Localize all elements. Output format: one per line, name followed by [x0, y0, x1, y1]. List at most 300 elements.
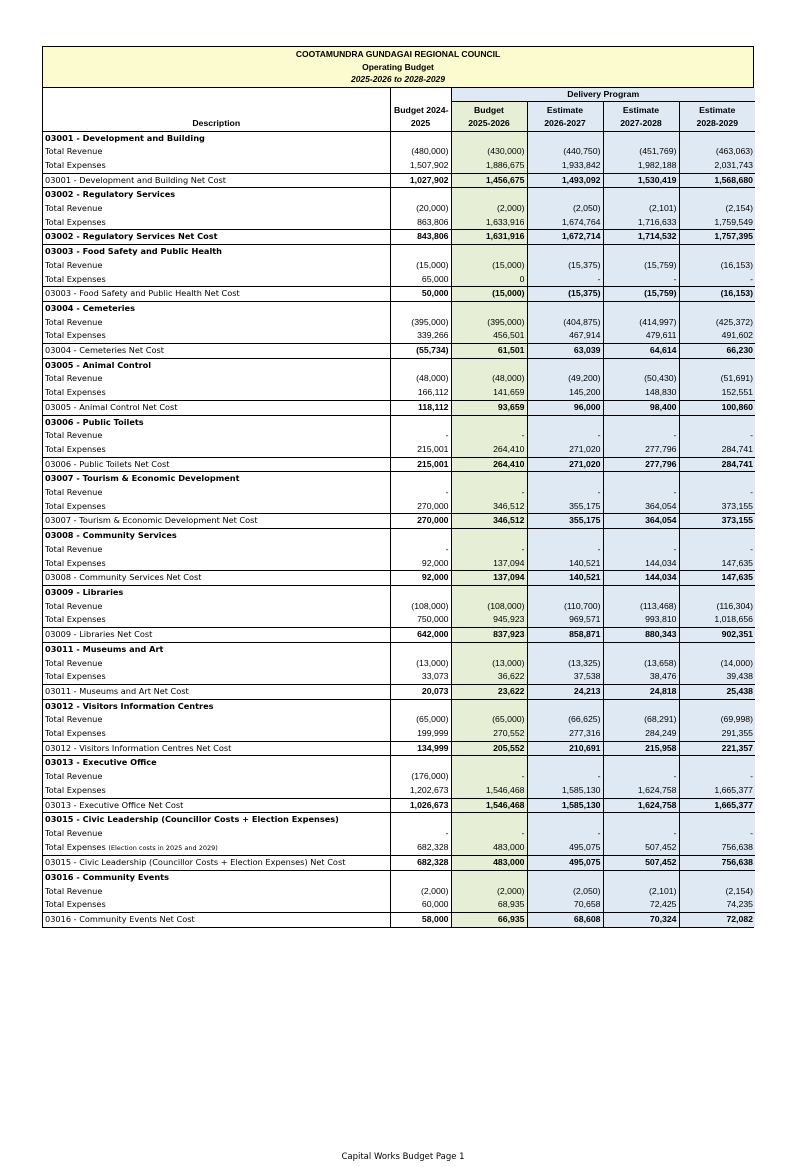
row-label: [43, 273, 390, 287]
value-cell: 152,551: [679, 386, 755, 400]
value-cell: 1,585,130: [527, 784, 603, 798]
value-cell: 1,759,549: [679, 216, 755, 230]
value-cell: 507,452: [603, 841, 679, 856]
net-cost-value: 1,714,532: [603, 230, 679, 245]
net-cost-value: 66,230: [679, 344, 755, 359]
section-heading-row: [43, 245, 755, 259]
value-cell: (15,000): [451, 259, 527, 273]
empty-cell: [603, 871, 679, 885]
value-cell: 284,741: [679, 443, 755, 457]
value-cell: 141,659: [451, 386, 527, 400]
value-cell: 1,982,188: [603, 159, 679, 173]
empty-cell: [603, 131, 679, 145]
net-cost-row: [43, 741, 755, 756]
value-cell: 291,355: [679, 727, 755, 741]
section-heading-row: [43, 586, 755, 600]
section-heading-row: [43, 358, 755, 372]
empty-cell: [390, 586, 451, 600]
value-cell: 1,933,842: [527, 159, 603, 173]
value-cell: 373,155: [679, 500, 755, 514]
empty-cell: [603, 301, 679, 315]
row-label: [43, 386, 390, 400]
row-label: [43, 827, 390, 841]
row-label: [43, 316, 390, 330]
net-cost-value: 1,530,419: [603, 173, 679, 188]
net-cost-row: [43, 913, 755, 927]
value-cell: 72,425: [603, 898, 679, 912]
row-label: [43, 898, 390, 912]
value-cell: 969,571: [527, 613, 603, 627]
row-label: [43, 543, 390, 557]
value-cell: 1,018,656: [679, 613, 755, 627]
row-label-text: Total Revenue: [45, 146, 103, 157]
section-heading-row: [43, 529, 755, 543]
value-cell: -: [527, 273, 603, 287]
net-cost-value: 100,860: [679, 400, 755, 415]
empty-cell: [527, 472, 603, 486]
value-cell: 37,538: [527, 670, 603, 684]
empty-cell: [527, 188, 603, 202]
net-cost-label: 03007 - Tourism & Economic Development Net Cost: [43, 514, 390, 529]
value-cell: -: [451, 429, 527, 443]
value-cell: 68,935: [451, 898, 527, 912]
budget-period: 2025-2026 to 2028-2029: [350, 74, 446, 84]
net-cost-row: [43, 344, 755, 359]
row-label: [43, 216, 390, 230]
table-row: [43, 770, 755, 784]
budget-type: Operating Budget: [362, 61, 434, 72]
net-cost-value: 507,452: [603, 856, 679, 871]
table-row: [43, 543, 755, 557]
col-header-budget-2025: Budget 2025-2026: [451, 101, 527, 131]
council-name: COOTAMUNDRA GUNDAGAI REGIONAL COUNCIL: [295, 49, 501, 59]
net-cost-label: 03011 - Museums and Art Net Cost: [43, 684, 390, 699]
net-cost-value: 1,027,902: [390, 173, 451, 188]
value-cell: (2,000): [451, 885, 527, 899]
empty-cell: [390, 301, 451, 315]
value-cell: 145,200: [527, 386, 603, 400]
empty-cell: [603, 529, 679, 543]
empty-cell: [527, 586, 603, 600]
empty-cell: [679, 756, 755, 770]
row-label: [43, 329, 390, 343]
row-label-text: Total Expenses: [45, 899, 106, 910]
value-cell: -: [679, 273, 755, 287]
section-heading: 03005 - Animal Control: [43, 358, 390, 372]
empty-cell: [679, 131, 755, 145]
value-cell: (50,430): [603, 372, 679, 386]
value-cell: -: [451, 543, 527, 557]
net-cost-value: 1,757,395: [679, 230, 755, 245]
value-cell: -: [603, 486, 679, 500]
value-cell: (480,000): [390, 145, 451, 159]
net-cost-value: 140,521: [527, 571, 603, 586]
value-cell: (13,325): [527, 657, 603, 671]
empty-cell: [679, 586, 755, 600]
value-cell: -: [390, 486, 451, 500]
row-label: [43, 259, 390, 273]
empty-cell: [527, 642, 603, 656]
net-cost-label: 03015 - Civic Leadership (Councillor Costs + Election Expenses) Net Cost: [43, 856, 390, 871]
table-row: [43, 145, 755, 159]
net-cost-value: 63,039: [527, 344, 603, 359]
net-cost-label: 03001 - Development and Building Net Cost: [43, 173, 390, 188]
net-cost-value: 221,357: [679, 741, 755, 756]
table-row: [43, 486, 755, 500]
net-cost-label: 03008 - Community Services Net Cost: [43, 571, 390, 586]
net-cost-row: [43, 230, 755, 245]
value-cell: 60,000: [390, 898, 451, 912]
value-cell: 140,521: [527, 557, 603, 571]
net-cost-label: 03003 - Food Safety and Public Health Net Cost: [43, 287, 390, 302]
value-cell: 1,202,673: [390, 784, 451, 798]
section-heading-row: [43, 756, 755, 770]
empty-cell: [603, 642, 679, 656]
table-row: [43, 784, 755, 798]
net-cost-value: 25,438: [679, 684, 755, 699]
net-cost-value: 880,343: [603, 628, 679, 643]
row-label-text: Total Expenses: [45, 614, 106, 625]
empty-cell: [390, 131, 451, 145]
row-label: [43, 841, 390, 856]
table-row: [43, 841, 755, 856]
row-label-text: Total Expenses: [45, 216, 106, 227]
empty-cell: [451, 301, 527, 315]
value-cell: (68,291): [603, 713, 679, 727]
net-cost-value: 1,546,468: [451, 798, 527, 813]
value-cell: -: [679, 543, 755, 557]
net-cost-value: 1,672,714: [527, 230, 603, 245]
value-cell: 682,328: [390, 841, 451, 856]
net-cost-value: 1,493,092: [527, 173, 603, 188]
net-cost-label: 03009 - Libraries Net Cost: [43, 628, 390, 643]
net-cost-value: 1,585,130: [527, 798, 603, 813]
table-row: [43, 259, 755, 273]
section-heading-row: [43, 642, 755, 656]
value-cell: (2,000): [451, 202, 527, 216]
value-cell: 1,624,758: [603, 784, 679, 798]
section-heading: 03016 - Community Events: [43, 871, 390, 885]
value-cell: (176,000): [390, 770, 451, 784]
table-row: [43, 443, 755, 457]
net-cost-value: 118,112: [390, 400, 451, 415]
net-cost-value: 215,001: [390, 457, 451, 472]
value-cell: (404,875): [527, 316, 603, 330]
table-row: [43, 670, 755, 684]
value-cell: (15,759): [603, 259, 679, 273]
value-cell: 483,000: [451, 841, 527, 856]
empty-cell: [451, 358, 527, 372]
value-cell: 945,923: [451, 613, 527, 627]
value-cell: (2,101): [603, 202, 679, 216]
value-cell: -: [527, 827, 603, 841]
empty-cell: [527, 756, 603, 770]
section-heading-row: [43, 813, 755, 827]
empty-cell: [390, 529, 451, 543]
net-cost-value: 98,400: [603, 400, 679, 415]
row-label: [43, 613, 390, 627]
net-cost-label: 03002 - Regulatory Services Net Cost: [43, 230, 390, 245]
value-cell: 277,796: [603, 443, 679, 457]
net-cost-value: (15,000): [451, 287, 527, 302]
net-cost-value: (15,759): [603, 287, 679, 302]
value-cell: -: [451, 827, 527, 841]
section-heading: 03015 - Civic Leadership (Councillor Costs + Election Expenses): [43, 813, 390, 827]
value-cell: -: [679, 429, 755, 443]
col-header-estimate-2028: Estimate 2028-2029: [679, 101, 755, 131]
table-row: [43, 159, 755, 173]
empty-cell: [451, 245, 527, 259]
net-cost-row: [43, 287, 755, 302]
net-cost-label: 03012 - Visitors Information Centres Net Cost: [43, 741, 390, 756]
section-heading-row: [43, 472, 755, 486]
section-heading-row: [43, 188, 755, 202]
table-row: [43, 713, 755, 727]
row-label-text: Total Revenue: [45, 543, 103, 554]
row-label: [43, 159, 390, 173]
net-cost-value: 58,000: [390, 913, 451, 927]
value-cell: -: [527, 429, 603, 443]
empty-cell: [679, 871, 755, 885]
value-cell: (2,050): [527, 885, 603, 899]
net-cost-value: 24,213: [527, 684, 603, 699]
section-heading: 03008 - Community Services: [43, 529, 390, 543]
value-cell: -: [390, 543, 451, 557]
empty-cell: [451, 871, 527, 885]
net-cost-value: 1,665,377: [679, 798, 755, 813]
row-label-text: Total Expenses: [45, 443, 106, 454]
value-cell: -: [679, 486, 755, 500]
table-row: [43, 613, 755, 627]
value-cell: 1,716,633: [603, 216, 679, 230]
value-cell: (13,000): [390, 657, 451, 671]
empty-cell: [603, 813, 679, 827]
empty-cell: [390, 642, 451, 656]
net-cost-row: [43, 628, 755, 643]
net-cost-row: [43, 571, 755, 586]
net-cost-value: 134,999: [390, 741, 451, 756]
net-cost-label: 03006 - Public Toilets Net Cost: [43, 457, 390, 472]
table-row: [43, 429, 755, 443]
value-cell: 495,075: [527, 841, 603, 856]
row-label-text: Total Expenses: [45, 387, 106, 398]
empty-cell: [451, 415, 527, 429]
net-cost-value: 205,552: [451, 741, 527, 756]
net-cost-row: [43, 457, 755, 472]
value-cell: (65,000): [390, 713, 451, 727]
value-cell: 339,266: [390, 329, 451, 343]
value-cell: 74,235: [679, 898, 755, 912]
value-cell: 33,073: [390, 670, 451, 684]
value-cell: -: [527, 486, 603, 500]
value-cell: 479,611: [603, 329, 679, 343]
row-label-text: Total Revenue: [45, 600, 103, 611]
table-row: [43, 372, 755, 386]
row-label-text: Total Expenses: [45, 841, 106, 852]
col-header-budget-2024: Budget 2024- 2025: [390, 101, 451, 131]
value-cell: (13,000): [451, 657, 527, 671]
section-heading: 03012 - Visitors Information Centres: [43, 699, 390, 713]
value-cell: (69,998): [679, 713, 755, 727]
value-cell: 993,810: [603, 613, 679, 627]
row-label-text: Total Expenses: [45, 273, 106, 284]
table-row: [43, 727, 755, 741]
empty-cell: [679, 415, 755, 429]
net-cost-value: 24,818: [603, 684, 679, 699]
empty-cell: [679, 188, 755, 202]
section-heading-row: [43, 699, 755, 713]
empty-cell: [390, 188, 451, 202]
empty-cell: [390, 358, 451, 372]
value-cell: (395,000): [451, 316, 527, 330]
empty-cell: [451, 472, 527, 486]
value-cell: (15,375): [527, 259, 603, 273]
value-cell: (440,750): [527, 145, 603, 159]
value-cell: (15,000): [390, 259, 451, 273]
empty-cell: [451, 699, 527, 713]
row-label: [43, 443, 390, 457]
value-cell: 750,000: [390, 613, 451, 627]
row-label-text: Total Expenses: [45, 330, 106, 341]
table-row: [43, 329, 755, 343]
row-label-text: Total Revenue: [45, 316, 103, 327]
net-cost-value: 92,000: [390, 571, 451, 586]
value-cell: 1,674,764: [527, 216, 603, 230]
value-cell: -: [603, 827, 679, 841]
value-cell: (14,000): [679, 657, 755, 671]
value-cell: 863,806: [390, 216, 451, 230]
net-cost-value: 215,958: [603, 741, 679, 756]
section-heading: 03002 - Regulatory Services: [43, 188, 390, 202]
section-heading: 03003 - Food Safety and Public Health: [43, 245, 390, 259]
empty-cell: [390, 756, 451, 770]
row-label-text: Total Revenue: [45, 657, 103, 668]
value-cell: 364,054: [603, 500, 679, 514]
value-cell: 215,001: [390, 443, 451, 457]
row-label-text: Total Expenses: [45, 159, 106, 170]
value-cell: -: [679, 827, 755, 841]
empty-cell: [390, 871, 451, 885]
value-cell: (430,000): [451, 145, 527, 159]
net-cost-value: 270,000: [390, 514, 451, 529]
row-label-text: Total Revenue: [45, 885, 103, 896]
net-cost-row: [43, 798, 755, 813]
row-label-text: Total Expenses: [45, 728, 106, 739]
row-label: [43, 202, 390, 216]
table-row: [43, 657, 755, 671]
empty-cell: [679, 245, 755, 259]
empty-cell: [603, 188, 679, 202]
section-heading-row: [43, 301, 755, 315]
row-label: [43, 713, 390, 727]
value-cell: (2,101): [603, 885, 679, 899]
value-cell: (2,000): [390, 885, 451, 899]
row-label: [43, 770, 390, 784]
value-cell: 70,658: [527, 898, 603, 912]
net-cost-value: 355,175: [527, 514, 603, 529]
row-label-text: Total Expenses: [45, 784, 106, 795]
value-cell: (20,000): [390, 202, 451, 216]
row-label: [43, 429, 390, 443]
table-row: [43, 827, 755, 841]
value-cell: 0: [451, 273, 527, 287]
value-cell: -: [451, 486, 527, 500]
table-row: [43, 885, 755, 899]
net-cost-value: 93,659: [451, 400, 527, 415]
value-cell: (48,000): [451, 372, 527, 386]
row-label: [43, 727, 390, 741]
table-row: [43, 316, 755, 330]
net-cost-value: 756,638: [679, 856, 755, 871]
value-cell: 38,476: [603, 670, 679, 684]
empty-cell: [390, 245, 451, 259]
net-cost-value: 23,622: [451, 684, 527, 699]
table-row: [43, 273, 755, 287]
row-label-text: Total Expenses: [45, 500, 106, 511]
net-cost-row: [43, 856, 755, 871]
value-cell: 1,546,468: [451, 784, 527, 798]
empty-cell: [451, 586, 527, 600]
net-cost-value: 1,456,675: [451, 173, 527, 188]
row-label-text: Total Revenue: [45, 714, 103, 725]
delivery-program-header: Delivery Program: [451, 88, 755, 102]
value-cell: (110,700): [527, 600, 603, 614]
value-cell: (66,625): [527, 713, 603, 727]
net-cost-value: 483,000: [451, 856, 527, 871]
page-footer: Capital Works Budget Page 1: [341, 1152, 465, 1162]
value-cell: -: [603, 429, 679, 443]
value-cell: 147,635: [679, 557, 755, 571]
net-cost-value: 144,034: [603, 571, 679, 586]
row-label: [43, 600, 390, 614]
empty-cell: [451, 529, 527, 543]
empty-cell: [390, 472, 451, 486]
section-heading: 03013 - Executive Office: [43, 756, 390, 770]
section-heading-row: [43, 871, 755, 885]
net-cost-value: 837,923: [451, 628, 527, 643]
empty-cell: [390, 415, 451, 429]
empty-cell: [679, 529, 755, 543]
value-cell: 1,507,902: [390, 159, 451, 173]
value-cell: 2,031,743: [679, 159, 755, 173]
row-label: [43, 657, 390, 671]
value-cell: 1,665,377: [679, 784, 755, 798]
net-cost-value: 61,501: [451, 344, 527, 359]
row-note: (Election costs in 2025 and 2029): [108, 843, 218, 852]
net-cost-value: 373,155: [679, 514, 755, 529]
net-cost-value: 284,741: [679, 457, 755, 472]
value-cell: -: [527, 770, 603, 784]
value-cell: (2,154): [679, 202, 755, 216]
value-cell: (116,304): [679, 600, 755, 614]
net-cost-value: 1,568,680: [679, 173, 755, 188]
net-cost-value: 20,073: [390, 684, 451, 699]
value-cell: -: [603, 770, 679, 784]
value-cell: 264,410: [451, 443, 527, 457]
col-header-estimate-2027: Estimate 2027-2028: [603, 101, 679, 131]
value-cell: -: [527, 543, 603, 557]
value-cell: (451,769): [603, 145, 679, 159]
value-cell: 1,633,916: [451, 216, 527, 230]
empty-cell: [603, 699, 679, 713]
col-header-estimate-2026: Estimate 2026-2027: [527, 101, 603, 131]
net-cost-row: [43, 400, 755, 415]
value-cell: 277,316: [527, 727, 603, 741]
empty-cell: [603, 358, 679, 372]
row-label: [43, 145, 390, 159]
row-label-text: Total Revenue: [45, 827, 103, 838]
net-cost-value: (15,375): [527, 287, 603, 302]
